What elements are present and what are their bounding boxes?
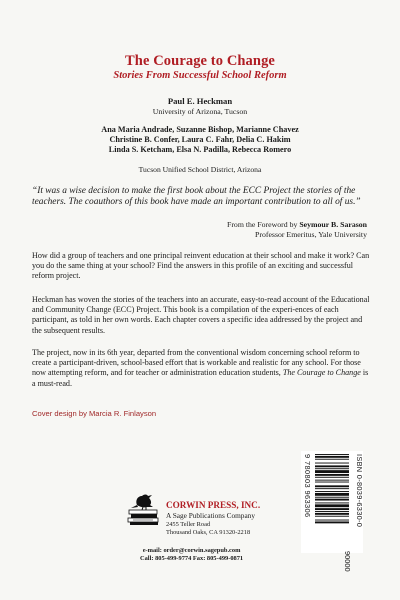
barcode-bar	[315, 504, 349, 507]
description-paragraph-1: How did a group of teachers and one principal reinvent education at their school and make it work? Can you do the same thing at your school? Find the answers in this profile of an exciting and successful reform project.	[32, 251, 370, 281]
book-title: The Courage to Change	[125, 53, 275, 69]
barcode-bar	[315, 482, 349, 483]
book-subtitle: Stories From Successful School Reform	[113, 70, 287, 81]
coauthor-list	[0, 125, 400, 155]
cover-design-credit: Cover design by Marcia R. Finlayson	[32, 409, 157, 418]
lead-author-affiliation: University of Arizona, Tucson	[152, 107, 248, 116]
attribution-line	[227, 220, 367, 230]
barcode-bar	[315, 459, 349, 460]
attribution-title: Professor Emeritus, Yale University	[255, 230, 367, 239]
publisher-name: CORWIN PRESS, INC.	[166, 500, 261, 510]
barcode-bar	[315, 480, 349, 481]
coauthor-line: Ana Maria Andrade, Suzanne Bishop, Marianne Chavez	[101, 125, 299, 134]
publisher-subtitle: A Sage Publications Company	[166, 511, 255, 520]
barcode-bar	[315, 463, 349, 464]
barcode-bar	[315, 511, 349, 512]
barcode-bar	[315, 474, 349, 476]
coauthor-line: Christine B. Confer, Laura C. Fahr, Delia C. Hakim	[109, 135, 291, 144]
barcode-bar	[315, 477, 349, 478]
barcode-bar	[315, 491, 349, 492]
barcode-bar	[315, 493, 349, 496]
publisher-address	[166, 521, 250, 537]
barcode-bar	[315, 499, 349, 501]
publisher-contact	[140, 547, 243, 563]
barcode-bar	[315, 497, 349, 498]
barcode-bar	[315, 465, 349, 467]
ean-number: 9 780803 963306	[303, 454, 312, 518]
price-addon: 90000	[343, 551, 352, 572]
barcode-bar	[315, 513, 349, 515]
isbn-number: ISBN 0-8039-6330-0	[355, 454, 364, 528]
barcode-bar	[315, 485, 349, 487]
attribution-name: Seymour B. Sarason	[299, 220, 367, 229]
barcode-bar	[315, 521, 349, 523]
barcode-bar	[315, 520, 349, 521]
barcode-bar	[315, 488, 349, 489]
barcode-bar	[315, 470, 349, 473]
description-paragraph-3	[32, 348, 372, 389]
barcode-bar	[315, 454, 349, 455]
paragraph-3-end: is a must-read.	[32, 368, 369, 388]
attribution-prefix: From the Foreword by	[227, 220, 300, 229]
endorsement-quote: “It was a wise decision to make the first book about the ECC Project the stories of the teachers. The coauthors of this book have made an important contribution to all of us.”	[32, 186, 361, 207]
paragraph-3-title: The Courage to Change	[282, 368, 361, 378]
address-line: 2455 Teller Road	[166, 521, 211, 528]
address-line: Thousand Oaks, CA 91320-2218	[166, 528, 251, 536]
endorsement-attribution	[227, 220, 367, 240]
email-line: e-mail: order@corwin.sagepub.com	[142, 547, 241, 554]
description-paragraph-2: Heckman has woven the stories of the teachers into an accurate, easy-to-read account of the Educational and Community Change (ECC) Project. This book is a compilation of the experi-ences of each participant, as told in her own words. Each chapter covers a specific idea addressed by the project and the subsequent results.	[32, 295, 370, 335]
barcode-bar	[315, 508, 349, 510]
raven-on-books-icon	[123, 491, 165, 527]
phone-line: Call: 805-499-9774 Fax: 805-499-0871	[140, 554, 244, 562]
coauthors-affiliation: Tucson Unified School District, Arizona	[138, 165, 262, 174]
coauthor-line: Linda S. Ketcham, Elsa N. Padilla, Rebecca Romero	[108, 145, 292, 154]
barcode-bar	[315, 502, 349, 503]
barcode-bar	[315, 468, 349, 469]
barcode-bar	[315, 456, 349, 458]
lead-author: Paul E. Heckman	[167, 96, 233, 106]
barcode-bar	[315, 516, 349, 517]
paragraph-3-text: The project, now in its 6th year, departed from the conventional wisdom concerning school reform to create a participant-driven, school-based effort that is workable and realistic for any school. For those now attempting reform, and for teacher or administration education students,	[32, 348, 361, 378]
